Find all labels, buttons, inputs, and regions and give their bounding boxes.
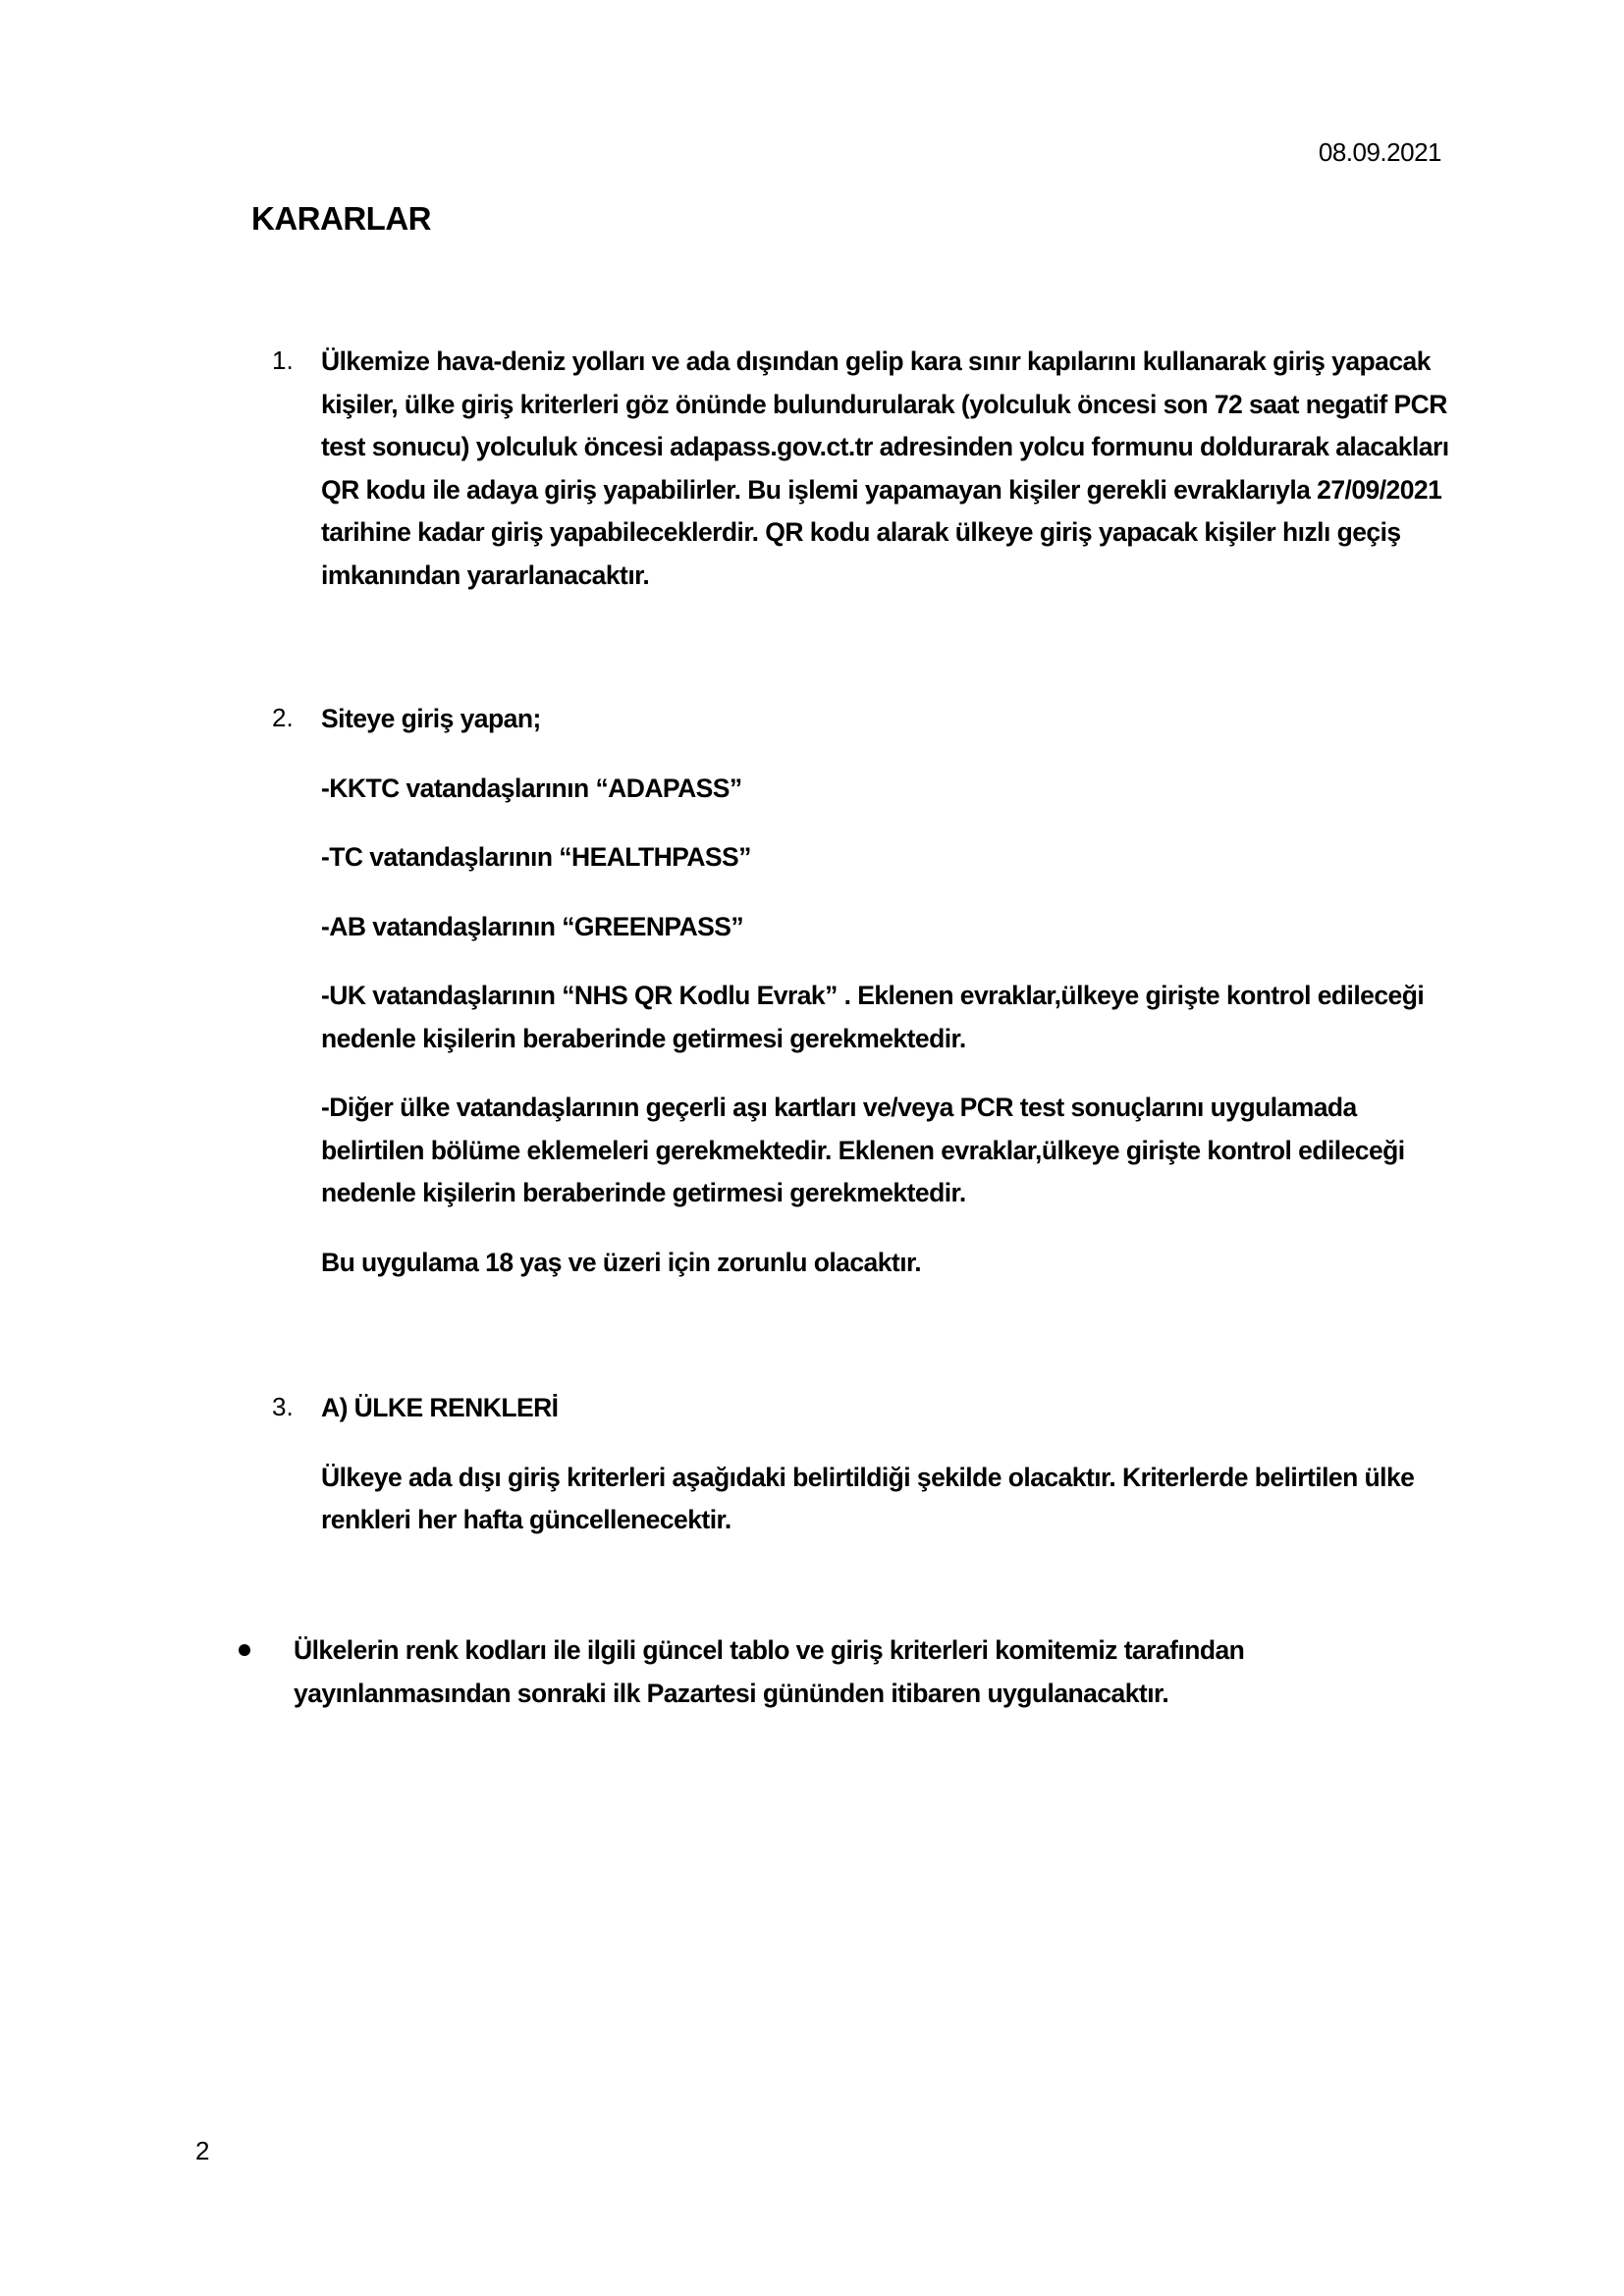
page-number: 2 — [195, 2136, 210, 2165]
item-paragraph-tc: -TC vatandaşlarının “HEALTHPASS” — [321, 842, 751, 872]
item-number: 1. — [272, 346, 294, 375]
item-number: 2. — [272, 703, 294, 732]
bullet-dot-icon — [239, 1644, 250, 1656]
item-paragraph: Ülkemize hava-deniz yolları ve ada dışından gelip kara sınır kapılarını kullanarak giriş yapacak kişiler, ülke giriş kriterleri göz önünde bulundurularak (yolculuk öncesi son 72 saat negatif PCR test sonucu) yolculuk öncesi adapass.gov.ct.tr adresinden yolcu formunu doldurarak alacakları QR kodu ile adaya giriş yapabilirler. Bu işlemi yapamayan kişiler gerekli evraklarıyla 27/09/2021 tarihine kadar giriş yapabileceklerdir. QR kodu alarak ülkeye giriş yapacak kişiler hızlı geçiş imkanından yararlanacaktır. — [321, 347, 1449, 590]
item-paragraph-uk: -UK vatandaşlarının “NHS QR Kodlu Evrak” . Eklenen evraklar,ülkeye girişte kontrol edileceği nedenle kişilerin beraberinde getirmesi gerekmektedir. — [321, 981, 1425, 1053]
document-title: KARARLAR — [251, 200, 431, 237]
item-heading: A) ÜLKE RENKLERİ — [321, 1393, 559, 1422]
item-paragraph: Ülkeye ada dışı giriş kriterleri aşağıdaki belirtildiği şekilde olacaktır. Kriterlerde belirtilen ülke renkleri her hafta güncellenecektir. — [321, 1462, 1415, 1534]
item-heading: Siteye giriş yapan; — [321, 704, 541, 733]
bullet-text: Ülkelerin renk kodları ile ilgili güncel tablo ve giriş kriterleri komitemiz tarafından yayınlanmasından sonraki ilk Pazartesi gününden itibaren uygulanacaktır. — [294, 1635, 1245, 1708]
item-paragraph-age: Bu uygulama 18 yaş ve üzeri için zorunlu olacaktır. — [321, 1247, 922, 1277]
item-paragraph-kktc: -KKTC vatandaşlarının “ADAPASS” — [321, 773, 742, 803]
item-paragraph-ab: -AB vatandaşlarının “GREENPASS” — [321, 911, 744, 941]
item-paragraph-other: -Diğer ülke vatandaşlarının geçerli aşı kartları ve/veya PCR test sonuçlarını uygulamada belirtilen bölüme eklemeleri gerekmektedir. Eklenen evraklar,ülkeye girişte kontrol edileceği nedenle kişilerin beraberinde getirmesi gerekmektedir. — [321, 1093, 1405, 1207]
item-number: 3. — [272, 1392, 294, 1421]
document-date: 08.09.2021 — [1318, 137, 1441, 167]
